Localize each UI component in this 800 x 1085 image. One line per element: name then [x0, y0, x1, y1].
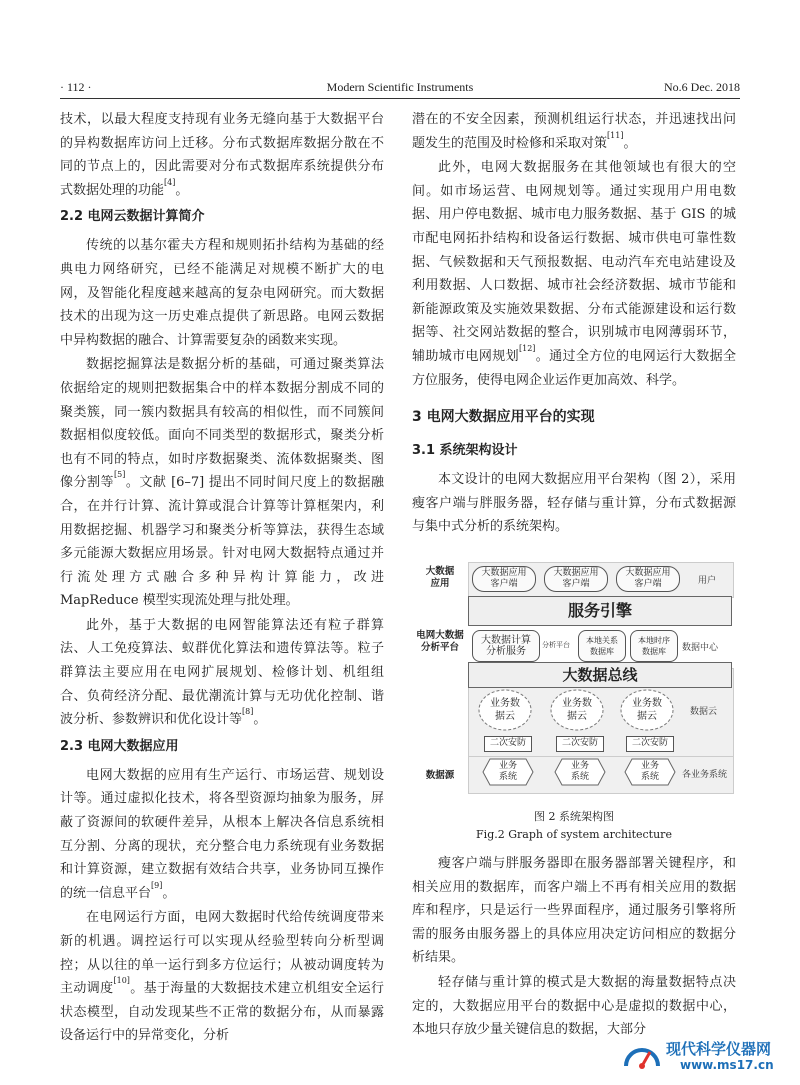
watermark-logo: [620, 1036, 790, 1076]
analysis-platform-label: 分析平台: [542, 641, 570, 649]
paragraph: 数据挖掘算法是数据分析的基础，可通过聚类算法依据给定的规则把数据集合中的样本数据分割成不同的聚类簇，同一簇内数据具有较高的相似性，而不同簇间数据相似度较低。面向不同类型的数据形式，聚类分析也有不同的特点，如时序数据聚类、流体数据聚类、图像分割等[5]。文献 [6–7] 提出不同时间尺度上的数据融合，在并行计算、流计算或混合计算等计算框架内，利用数据挖掘、机器学习和聚类分析等算法，获得生态域多元能源大数据应用场景。针对电网大数据特点通过并行流处理方式融合多种异构计算能力，改进 MapReduce 模型实现流处理与批处理。: [60, 357, 384, 609]
business-system: 业务 系统: [554, 758, 606, 786]
security-box: 二次安防: [556, 736, 604, 752]
citation[interactable]: [4]: [164, 177, 176, 187]
citation[interactable]: [8]: [242, 707, 254, 717]
service-engine: 服务引擎: [468, 596, 732, 626]
page-header: [60, 80, 740, 96]
client-node: 大数据应用 客户端: [544, 566, 608, 592]
architecture-figure: [412, 560, 736, 800]
gauge-logo-icon: [620, 1036, 664, 1076]
paragraph: 瘦客户端与胖服务器即在服务器部署关键程序，和相关应用的数据库，而客户端上不再有相关应用的数据库和程序，只是运行一些界面程序，通过服务引擎将所需的服务由服务器上的具体应用决定访问相应的数据分析结果。: [412, 856, 736, 966]
section-heading-2-2: 2.2 电网云数据计算简介: [60, 209, 205, 225]
data-cloud-label: 数据云: [690, 707, 718, 717]
systems-label: 各业务系统: [682, 770, 728, 780]
journal-name: Modern Scientific Instruments: [326, 80, 474, 94]
paragraph: 潜在的不安全因素，预测机组运行状态，并迅速找出问题发生的范围及时检修和采取对策[11]。: [412, 112, 736, 151]
relational-db-node: 本地关系 数据库: [578, 630, 626, 662]
right-column: [412, 108, 736, 540]
section-heading-2-3: 2.3 电网大数据应用: [60, 738, 179, 754]
data-bus: 大数据总线: [468, 662, 732, 688]
security-box: 二次安防: [626, 736, 674, 752]
client-node: 大数据应用 客户端: [616, 566, 680, 592]
watermark-text: 现代科学仪器网: [666, 1040, 772, 1058]
citation[interactable]: [12]: [518, 343, 536, 353]
row-label-source: 数据源: [425, 770, 455, 781]
paragraph: 技术，以最大程度支持现有业务无缝向基于大数据平台的异构数据库访问上迁移。分布式数据库数据分散在不同的节点上的，因此需要对分布式数据库系统提供分布式数据处理的功能[4]。: [60, 112, 384, 198]
data-cloud: 业务数 据云: [620, 688, 674, 732]
paragraph: 本文设计的电网大数据应用平台架构（图 2），采用瘦客户端与胖服务器，轻存储与重计算，分布式数据源与集中式分析的系统架构。: [412, 472, 736, 535]
compute-service-node: 大数据计算 分析服务: [472, 630, 540, 662]
paragraph: 此外，基于大数据的电网智能算法还有粒子群算法、人工免疫算法、蚁群优化算法和遗传算法等。粒子群算法主要应用在电网扩展规划、检修计划、机组组合、负荷经济分配、最优潮流计算与无功优化控制、谐波分析、参数辨识和优化设计等[8]。: [60, 617, 384, 728]
client-node: 大数据应用 客户端: [472, 566, 536, 592]
paragraph: 传统的以基尔霍夫方程和规则拓扑结构为基础的经典电力网络研究，已经不能满足对规模不断扩大的电网，及智能化程度越来越高的复杂电网研究。而大数据技术的出现为这一历史难点提供了新思路。电网云数据中异构数据的融合、计算需要复杂的函数来实现。: [60, 238, 384, 348]
citation[interactable]: [9]: [151, 880, 163, 890]
security-box: 二次安防: [484, 736, 532, 752]
issue-info: No.6 Dec. 2018: [664, 80, 740, 94]
figure-caption-en: Fig.2 Graph of system architecture: [476, 828, 672, 841]
watermark-url: www.ms17.cn: [680, 1058, 774, 1072]
data-center-label: 数据中心: [682, 643, 719, 653]
paragraph: 电网大数据的应用有生产运行、市场运营、规划设计等。通过虚拟化技术，将各型资源均抽象为服务，屏蔽了资源间的软硬件差异，从根本上解决各信息系统相互分割、分离的现状，充分整合电力系统现有业务数据和计算资源，建立数据有效结合共享，业务协同互操作的统一信息平台[9]。: [60, 767, 384, 901]
timeseries-db-node: 本地时序 数据库: [630, 630, 678, 662]
left-column: [60, 108, 384, 1049]
section-heading-3: 3 电网大数据应用平台的实现: [412, 409, 595, 426]
row-label-platform: 电网大数据 分析平台: [416, 630, 464, 653]
business-system: 业务 系统: [624, 758, 676, 786]
figure-caption-cn: 图 2 系统架构图: [534, 810, 614, 823]
citation[interactable]: [5]: [114, 470, 126, 480]
section-heading-3-1: 3.1 系统架构设计: [412, 443, 518, 459]
paragraph: 在电网运行方面，电网大数据时代给传统调度带来新的机遇。调控运行可以实现从经验型转向分析型调控；从以往的单一运行到多方位运行；从被动调度转为主动调度[10]。基于海量的大数据技术建立机组安全运行状态模型，自动发现某些不正常的数据分布，从而暴露设备运行中的异常变化，分析: [60, 910, 384, 1044]
page-number: · 112 ·: [60, 80, 92, 94]
header-rule: [60, 98, 740, 99]
data-cloud: 业务数 据云: [550, 688, 604, 732]
paragraph: 此外，电网大数据服务在其他领域也有很大的空间。如市场运营、电网规划等。通过实现用户用电数据、用户停电数据、城市电力服务数据、基于 GIS 的城市配电网拓扑结构和设备运行数据、城市供电可靠性数据、气候数据和天气预报数据、电动汽车充电站建设及利用数据、人口数据、城市社会经济数据、城市节能和新能源政策及实施效果数据、分布式能源建设和运行数据等、社交网站数据的整合，识别城市电网薄弱环节，辅助城市电网规划[12]。通过全方位的电网运行大数据全方位服务，使得电网企业运作更加高效、科学。: [412, 160, 736, 388]
business-system: 业务 系统: [482, 758, 534, 786]
user-label: 用户: [698, 576, 717, 586]
citation[interactable]: [10]: [113, 976, 130, 986]
paragraph: 轻存储与重计算的模式是大数据的海量数据特点决定的，大数据应用平台的数据中心是虚拟的数据中心，本地只存放少量关键信息的数据，大部分: [412, 974, 736, 1038]
row-label-app: 大数据 应用: [425, 566, 455, 589]
data-cloud: 业务数 据云: [478, 688, 532, 732]
citation[interactable]: [11]: [607, 130, 624, 140]
right-column-lower: [412, 852, 736, 1043]
